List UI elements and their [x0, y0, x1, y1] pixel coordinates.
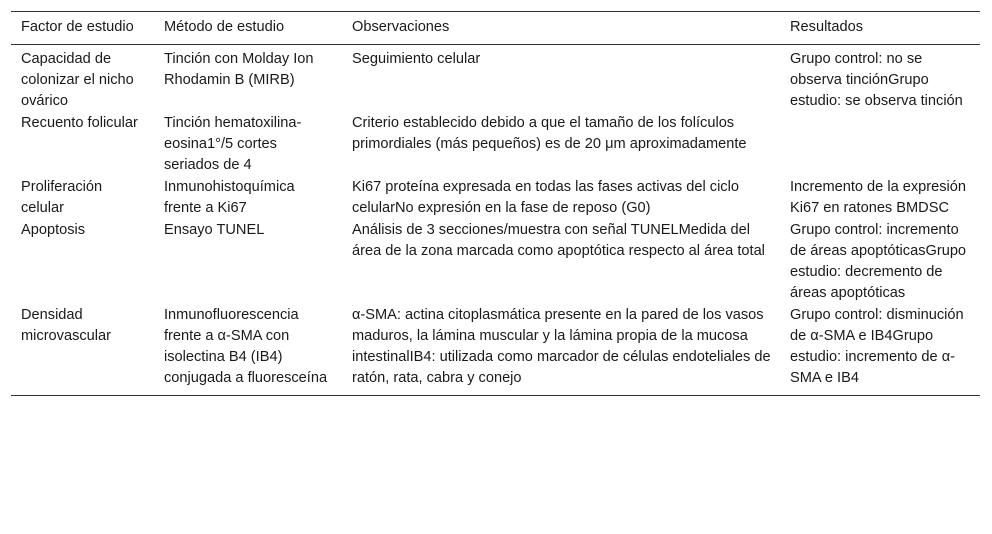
table-row — [11, 45, 980, 114]
cell-factor: Densidad microvascular — [21, 307, 112, 344]
header-metodo: Método de estudio — [164, 19, 285, 35]
cell-factor: Capacidad de colonizar el nicho ovárico — [21, 51, 134, 109]
cell-factor: Recuento folicular — [21, 115, 138, 131]
header-observaciones: Observaciones — [352, 19, 450, 35]
header-factor: Factor de estudio — [21, 19, 134, 35]
table-header — [11, 12, 980, 45]
header-resultados: Resultados — [790, 19, 864, 35]
cell-metodo: Inmunohistoquímica frente a Ki67 — [164, 179, 295, 216]
study-table-container — [11, 11, 980, 396]
cell-factor: Proliferación celular — [21, 179, 103, 216]
cell-factor: Apoptosis — [21, 222, 86, 238]
table-row — [11, 113, 980, 177]
header-row — [11, 12, 980, 45]
cell-observaciones: Seguimiento celular — [352, 51, 481, 67]
table-row — [11, 220, 980, 305]
cell-resultados: Grupo control: no se observa tinciónGrupo estudio: se observa tinción — [790, 51, 963, 109]
cell-metodo: Ensayo TUNEL — [164, 222, 265, 238]
cell-observaciones: Análisis de 3 secciones/muestra con señal TUNELMedida del área de la zona marcada como apoptótica respecto al área total — [352, 222, 765, 259]
cell-metodo: Tinción hematoxilina-eosina1°/5 cortes seriados de 4 — [164, 115, 302, 173]
table-row — [11, 305, 980, 396]
cell-resultados: Grupo control: disminución de α-SMA e IB4Grupo estudio: incremento de α-SMA e IB4 — [790, 307, 964, 386]
cell-metodo: Tinción con Molday Ion Rhodamin B (MIRB) — [164, 51, 314, 88]
cell-resultados: Incremento de la expresión Ki67 en ratones BMDSC — [790, 179, 967, 216]
table-row — [11, 177, 980, 220]
cell-observaciones: Ki67 proteína expresada en todas las fases activas del ciclo celularNo expresión en la fase de reposo (G0) — [352, 179, 739, 216]
study-table — [11, 11, 980, 396]
cell-observaciones: α-SMA: actina citoplasmática presente en la pared de los vasos maduros, la lámina muscular y la lámina propia de la mucosa intestinalIB4: utilizada como marcador de células endoteliales de ratón, rata, cabra y conejo — [352, 307, 771, 386]
table-body — [11, 45, 980, 396]
cell-metodo: Inmunofluorescencia frente a α-SMA con isolectina B4 (IB4) conjugada a fluoresceína — [164, 307, 328, 386]
cell-resultados: Grupo control: incremento de áreas apoptóticasGrupo estudio: decremento de áreas apoptóticas — [790, 222, 967, 301]
cell-observaciones: Criterio establecido debido a que el tamaño de los folículos primordiales (más pequeños) es de 20 μm aproximadamente — [352, 115, 747, 152]
cell-resultados — [780, 113, 980, 177]
